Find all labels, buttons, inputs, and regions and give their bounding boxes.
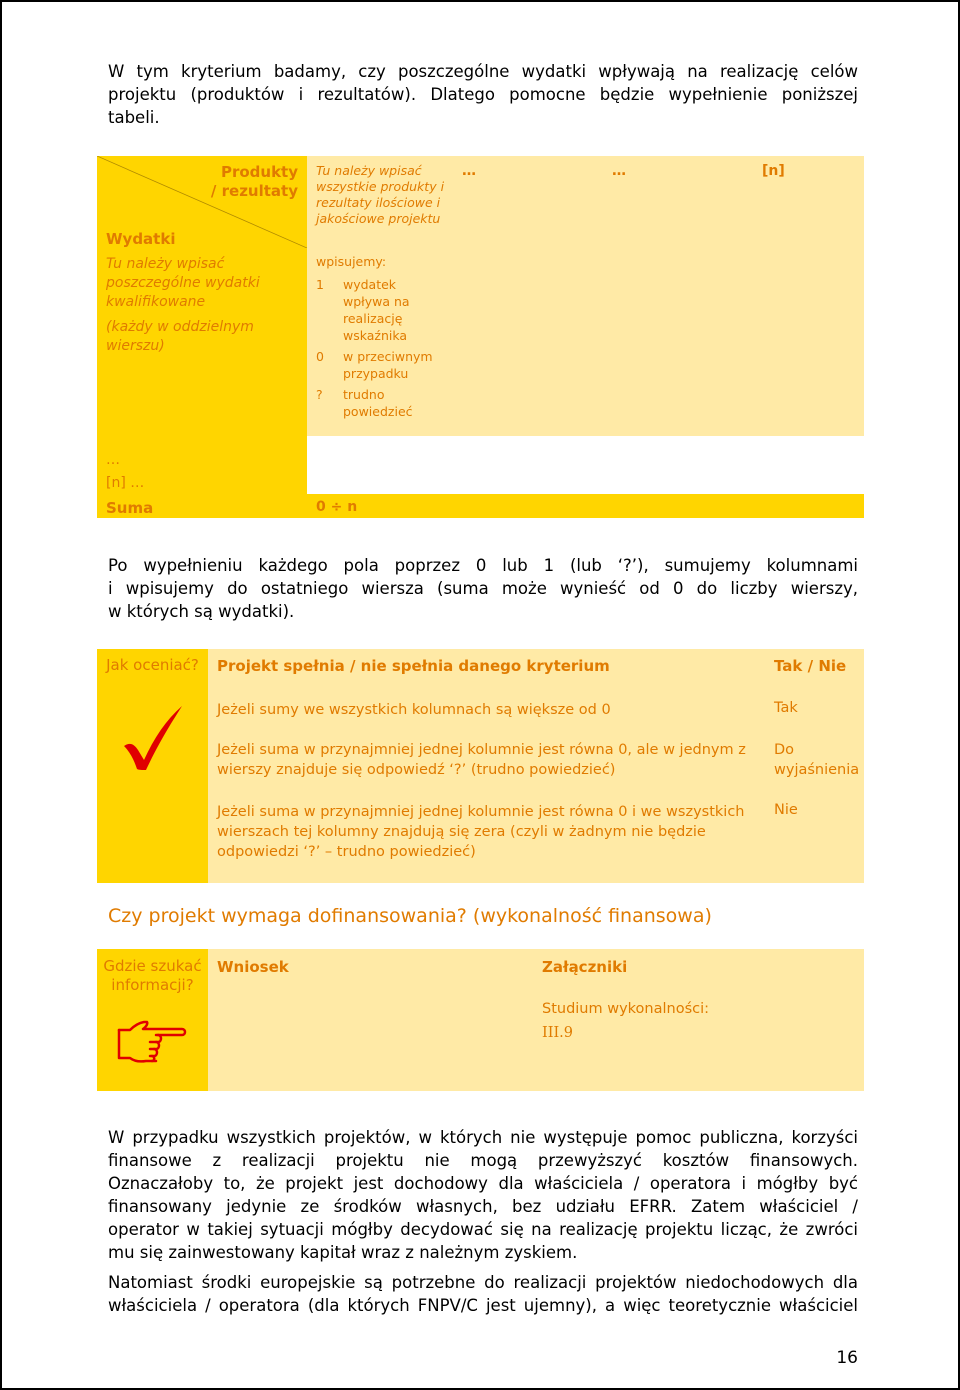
after-line: i wpisujemy do ostatniego wiersza (suma może wynieść od 0 do liczby wierszy, <box>108 579 858 598</box>
sum-value: 0 ÷ n <box>316 499 358 515</box>
criterion-row-text: Jeżeli suma w przynajmniej jednej kolumnie jest równa 0 i we wszystkich wierszach tej kolumny znajdują się zera (czyli w żadnym nie będzie odpowiedzi ‘?’ – trudno powiedzieć) <box>217 804 745 860</box>
checkmark-icon <box>120 702 186 774</box>
body-line: mu się zainwestowany kapitał wraz z należnym zyskiem. <box>108 1243 578 1262</box>
answer-header: Tak / Nie <box>774 657 847 675</box>
legend-item: 1 wydatek wpływa na realizację wskaźnika <box>316 277 410 343</box>
criterion-header: Projekt spełnia / nie spełnia danego kryterium <box>217 657 610 675</box>
assessment-label: Jak oceniać? <box>106 656 199 674</box>
info-content-cell <box>208 949 864 1091</box>
intro-line: tabeli. <box>108 108 160 127</box>
intro-line: W tym kryterium badamy, czy poszczególne wydatki wpływają na realizację celów <box>108 62 858 81</box>
legend-item: ? trudno powiedzieć <box>316 387 413 419</box>
legend-list <box>316 276 446 420</box>
legend-item: 0 w przeciwnym przypadku <box>316 349 433 381</box>
intro-line: projektu (produktów i rezultatów). Dlatego pomocne będzie wypełnienie poniższej <box>108 85 858 104</box>
matrix-sum-row <box>307 494 864 518</box>
body-line: Oznaczałoby to, że projekt jest dochodowy dla właściciela / operatora i mógłby być <box>108 1174 858 1193</box>
left-note: Tu należy wpisać poszczególne wydatki kwalifikowane <box>106 256 260 310</box>
left-note-2: (każdy w oddzielnym wierszu) <box>106 319 254 354</box>
intro-paragraph <box>108 60 858 129</box>
after-line: w których są wydatki). <box>108 602 295 621</box>
col1-enter-label: wpisujemy: <box>316 254 387 269</box>
body-line: finansowany jedynie ze środków własnych, bez udziału EFRR. Zatem właściciel / <box>108 1197 858 1216</box>
body-paragraph-2 <box>108 1271 858 1317</box>
source-section-ref: III.9 <box>542 1025 574 1041</box>
pointing-hand-icon <box>116 1018 188 1064</box>
source-application: Wniosek <box>217 958 289 976</box>
source-feasibility-study: Studium wykonalności: <box>542 1001 710 1017</box>
criterion-row-answer: Tak <box>774 700 798 716</box>
corner-products-label: Produkty / rezultaty <box>210 163 298 200</box>
col4-header: [n] <box>762 163 785 179</box>
sum-label: Suma <box>106 499 154 517</box>
info-label: Gdzie szukać informacji? <box>103 957 202 994</box>
matrix-body <box>307 436 864 494</box>
body-line: operator w takiej sytuacji mógłby decydować się na realizację projektu licząc, że zwróci <box>108 1220 858 1239</box>
body-line: finansowe z realizacji projektu nie mogą przewyższyć kosztów finansowych. <box>108 1151 858 1170</box>
body-paragraph-1 <box>108 1126 858 1264</box>
after-line: Po wypełnieniu każdego pola poprzez 0 lub 1 (lub ‘?’), sumujemy kolumnami <box>108 556 858 575</box>
criterion-row-answer: Nie <box>774 802 798 818</box>
section-title: Czy projekt wymaga dofinansowania? (wykonalność finansowa) <box>108 905 712 927</box>
criterion-row-text: Jeżeli suma w przynajmniej jednej kolumnie jest równa 0, ale w jednym z wierszy znajduje się odpowiedź ‘?’ (trudno powiedzieć) <box>217 742 746 778</box>
col3-header: … <box>612 163 626 179</box>
col2-header: … <box>462 163 476 179</box>
page-number: 16 <box>836 1348 858 1368</box>
row-dots: … <box>106 452 120 468</box>
corner-expenses-label: Wydatki <box>106 230 176 248</box>
body-line: Natomiast środki europejskie są potrzebne do realizacji projektów niedochodowych dla <box>108 1273 858 1292</box>
source-attachments: Załączniki <box>542 958 628 976</box>
criterion-row-text: Jeżeli sumy we wszystkich kolumnach są większe od 0 <box>217 702 611 718</box>
body-line: właściciela / operatora (dla których FNPV/C jest ujemny), a więc teoretycznie właściciel <box>108 1296 858 1315</box>
after-paragraph <box>108 554 858 623</box>
col1-header: Tu należy wpisać wszystkie produkty i rezultaty ilościowe i jakościowe projektu <box>316 163 445 226</box>
criterion-row-answer: Do wyjaśnienia <box>774 742 860 778</box>
body-line: W przypadku wszystkich projektów, w których nie występuje pomoc publiczna, korzyści <box>108 1128 858 1147</box>
row-n: [n] … <box>106 475 145 491</box>
